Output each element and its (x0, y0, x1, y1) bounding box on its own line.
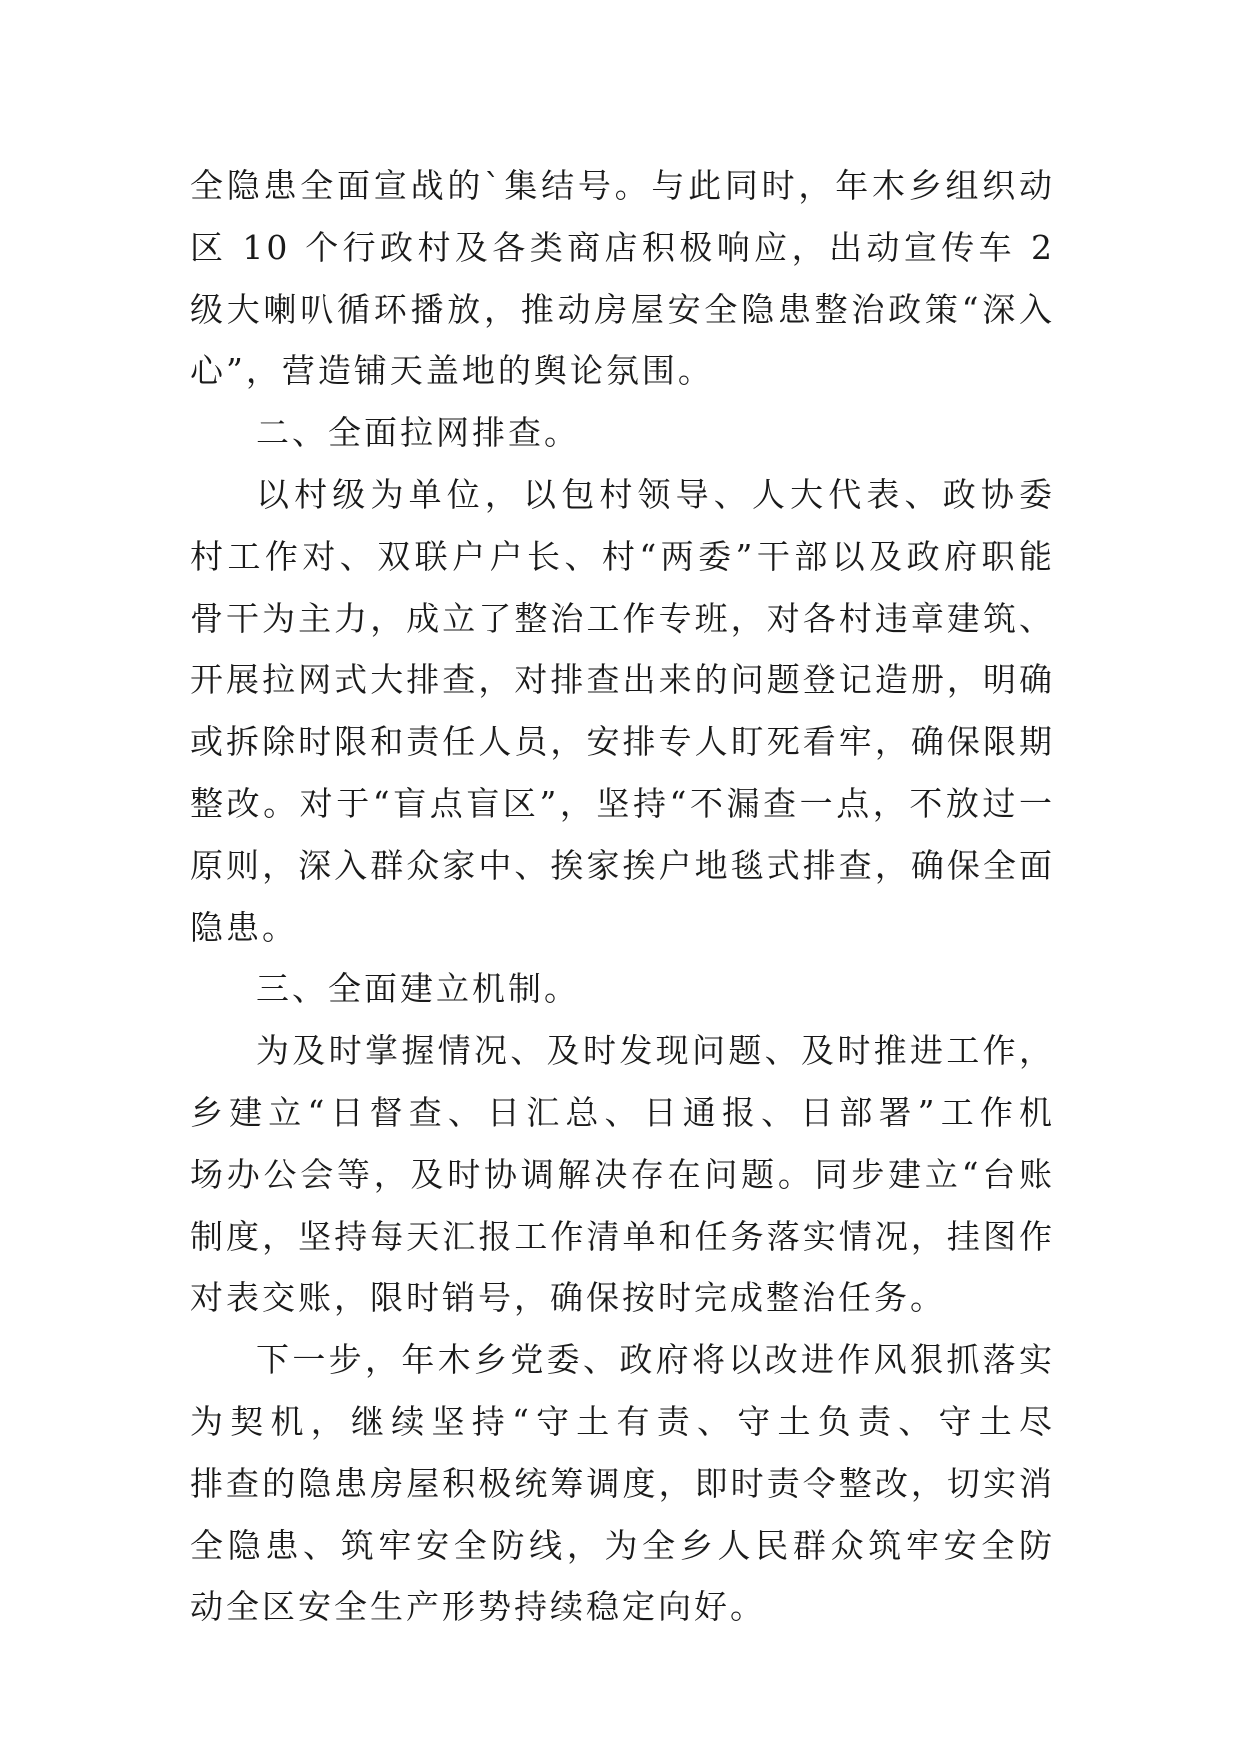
body-line: 为及时掌握情况、及时发现问题、及时推进工作， (256, 1031, 1055, 1071)
body-line: 级大喇叭循环播放，推动房屋安全隐患整治政策“深入 (190, 289, 1055, 329)
body-line: 乡建立“日督查、日汇总、日通报、日部署”工作机 (190, 1092, 1055, 1132)
section-heading: 二、全面拉网排查。 (256, 413, 580, 453)
body-line: 排查的隐患房屋积极统筹调度，即时责令整改，切实消 (190, 1463, 1055, 1503)
body-line: 以村级为单位，以包村领导、人大代表、政协委 (256, 474, 1055, 514)
body-line: 制度，坚持每天汇报工作清单和任务落实情况，挂图作 (190, 1216, 1055, 1256)
body-line: 原则，深入群众家中、挨家挨户地毯式排查，确保全面 (190, 845, 1055, 885)
section-heading: 三、全面建立机制。 (256, 969, 580, 1009)
body-line: 整改。对于“盲点盲区”，坚持“不漏查一点，不放过一 (190, 783, 1055, 823)
body-line: 骨干为主力，成立了整治工作专班，对各村违章建筑、 (190, 598, 1055, 638)
body-line: 心”，营造铺天盖地的舆论氛围。 (190, 351, 714, 391)
body-line: 为契机，继续坚持“守土有责、守土负责、守土尽 (190, 1401, 1055, 1441)
body-line: 村工作对、双联户户长、村“两委”干部以及政府职能 (190, 536, 1055, 576)
body-line: 区 10 个行政村及各类商店积极响应，出动宣传车 2 (190, 227, 1055, 267)
body-line: 动全区安全生产形势持续稳定向好。 (190, 1587, 766, 1627)
body-line: 全隐患全面宣战的`集结号。与此同时，年木乡组织动 (190, 166, 1055, 205)
body-line: 开展拉网式大排查，对排查出来的问题登记造册，明确 (190, 660, 1055, 700)
body-line: 对表交账，限时销号，确保按时完成整治任务。 (190, 1278, 946, 1318)
body-line: 或拆除时限和责任人员，安排专人盯死看牢，确保限期 (190, 722, 1055, 762)
body-line: 场办公会等，及时协调解决存在问题。同步建立“台账 (190, 1154, 1055, 1194)
body-line: 全隐患、筑牢安全防线，为全乡人民群众筑牢安全防 (190, 1525, 1055, 1565)
body-line: 隐患。 (190, 907, 298, 947)
body-line: 下一步，年木乡党委、政府将以改进作风狠抓落实 (256, 1340, 1055, 1380)
document-body (190, 155, 1055, 1638)
